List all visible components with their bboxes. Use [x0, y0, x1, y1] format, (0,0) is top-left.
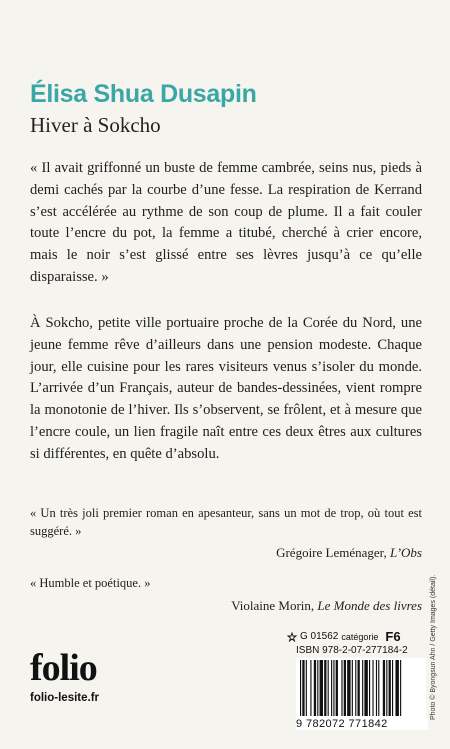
barcode-bar	[324, 660, 326, 716]
critic-name: Grégoire Leménager,	[276, 545, 387, 560]
barcode-bar	[320, 660, 323, 716]
barcode-bar	[331, 660, 332, 716]
press-source: L’Obs	[389, 545, 422, 560]
barcode-bar	[310, 660, 311, 716]
press-source: Le Monde des livres	[317, 598, 422, 613]
barcode-bar	[378, 660, 379, 716]
press-attribution-2	[231, 598, 422, 614]
barcode-bar	[376, 660, 377, 716]
book-title: Hiver à Sokcho	[30, 113, 161, 137]
barcode-bar	[347, 660, 350, 716]
barcode-digits: 9 782072 771842	[296, 718, 428, 730]
barcode-bar	[383, 660, 385, 716]
publisher-website: folio-lesite.fr	[30, 692, 100, 704]
barcode-bar	[386, 660, 387, 716]
category-value: F6	[385, 629, 401, 644]
press-review-1: « Un très joli premier roman en apesanteur, sans un mot de trop, où tout est suggéré. »	[30, 506, 422, 538]
recycle-leaf-icon	[287, 632, 297, 642]
barcode-bar	[369, 660, 370, 716]
barcode-bar	[389, 660, 391, 716]
barcode-bar	[302, 660, 304, 716]
barcode-bar	[352, 660, 353, 716]
category-label: catégorie	[341, 631, 379, 642]
press-attribution-1	[276, 545, 422, 561]
barcode-bar	[355, 660, 356, 716]
barcode-bar	[317, 660, 318, 716]
barcode-bar	[300, 660, 301, 716]
barcode-bar	[328, 660, 329, 716]
isbn: ISBN 978-2-07-277184-2	[296, 645, 408, 656]
barcode-bar	[314, 660, 316, 716]
publisher-logo: folio	[30, 647, 97, 689]
catalog-code	[287, 629, 401, 644]
barcode-bar	[306, 660, 307, 716]
photo-credit: Photo © Byongsun Ahn / Getty Images (détail).	[430, 574, 437, 720]
barcode-bar	[392, 660, 393, 716]
barcode-bar	[358, 660, 360, 716]
barcode-bar	[364, 660, 367, 716]
barcode-bar	[344, 660, 346, 716]
excerpt-quote: « Il avait griffonné un buste de femme cambrée, seins nus, pieds à demi cachés par la courbe d’une fesse. La respiration de Kerrand s’est accélérée au rythme de son coup de plume. Il a fait couler toute l’encre du pot, la femme a titubé, cherché à crier encore, mais le noir s’est glissé entre ses lèvres jusqu’à ce qu’elle disparaisse. »	[30, 160, 422, 285]
barcode-bar	[336, 660, 338, 716]
catalog-number: G 01562	[300, 631, 339, 642]
barcode-bar	[372, 660, 373, 716]
barcode-bar	[362, 660, 363, 716]
author-name: Élisa Shua Dusapin	[30, 80, 257, 108]
barcode-bar	[341, 660, 342, 716]
barcode-bar	[333, 660, 334, 716]
critic-name: Violaine Morin,	[231, 598, 315, 613]
book-summary: À Sokcho, petite ville portuaire proche de la Corée du Nord, une jeune femme rêve d’ailleurs dans une pension modeste. Chaque jour, elle cuisine pour les rares visiteurs venus s’isoler du monde. L’arrivée d’un Français, auteur de bandes-dessinées, vient rompre la monotonie de l’hiver. Ils s’observent, se frôlent, et à mesure que l’encre coule, un lien fragile naît entre ces deux êtres aux cultures si différentes, en quête d’absolu.	[30, 315, 422, 462]
barcode	[296, 658, 426, 718]
barcode-bar	[400, 660, 401, 716]
barcode-bar	[395, 660, 398, 716]
press-review-2: « Humble et poétique. »	[30, 576, 151, 590]
